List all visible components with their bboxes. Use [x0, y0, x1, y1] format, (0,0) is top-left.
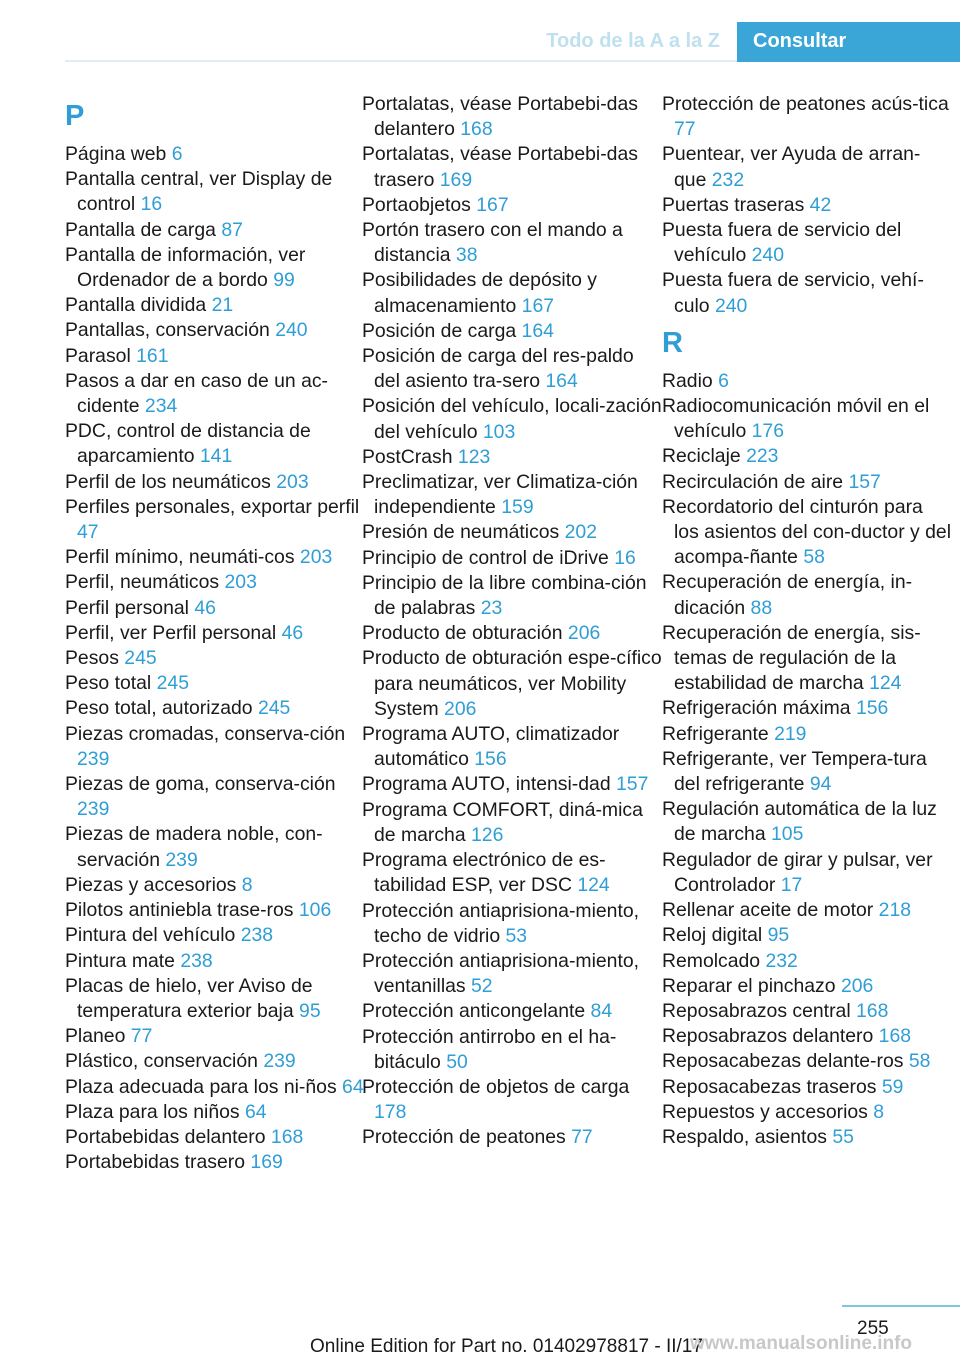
index-entry — [662, 621, 952, 697]
page-link[interactable]: 58 — [803, 546, 825, 569]
index-entry — [362, 1075, 662, 1125]
index-entry — [662, 722, 952, 747]
page-link[interactable]: 168 — [460, 118, 493, 141]
footer-rule — [842, 1305, 960, 1307]
page-link[interactable]: 106 — [298, 899, 332, 922]
page-link[interactable]: 58 — [908, 1050, 931, 1073]
page-link[interactable]: 105 — [771, 823, 804, 846]
page-link[interactable]: 206 — [444, 697, 477, 720]
index-entry — [362, 445, 662, 470]
index-entry-text: Principio de la libre combina‐ción de palabras — [362, 571, 647, 620]
index-entry-text: Portaobjetos — [362, 193, 471, 216]
index-entry-text: Preclimatizar, ver Climatiza‐ción independiente — [362, 471, 638, 519]
index-entry-text: Pantalla dividida — [65, 294, 207, 317]
index-entry-text: Recuperación de energía, sis‐temas de regulación de la estabilidad de marcha — [662, 621, 921, 695]
page-link[interactable]: 169 — [250, 1151, 283, 1174]
index-entry-text: Reciclaje — [662, 445, 741, 468]
index-entry — [65, 671, 365, 696]
index-entry-text: Portabebidas trasero — [65, 1151, 246, 1174]
index-entry — [362, 268, 662, 318]
page-link[interactable]: 239 — [165, 848, 198, 871]
page-link[interactable]: 123 — [457, 445, 491, 468]
index-entry-text: Protección de peatones acús‐tica — [662, 93, 949, 115]
index-entry — [662, 394, 952, 444]
page-link[interactable]: 239 — [263, 1050, 296, 1073]
page-link[interactable]: 87 — [221, 218, 243, 241]
index-column-1 — [65, 92, 365, 1175]
page-link[interactable]: 238 — [240, 924, 274, 947]
index-entry-text: Planeo — [65, 1025, 126, 1048]
index-entry-text: Refrigerante, ver Tempera‐tura del refrigerante — [662, 747, 927, 796]
index-entry-text: Piezas de madera noble, con‐servación — [65, 823, 323, 871]
index-entry — [65, 495, 365, 545]
index-entry-text: Posición de carga — [362, 319, 517, 342]
page-link[interactable]: 178 — [374, 1101, 407, 1124]
watermark: www.manualsonline.info — [690, 1333, 913, 1354]
index-entry — [662, 444, 952, 469]
page-link[interactable]: 6 — [718, 369, 729, 392]
page-link[interactable]: 16 — [614, 546, 636, 569]
index-entry — [65, 596, 365, 621]
index-entry — [65, 142, 365, 167]
index-entry — [65, 898, 365, 923]
index-entry-text: Posibilidades de depósito y almacenamiento — [362, 269, 597, 317]
index-entry — [65, 974, 365, 1024]
index-entry-text: Pantalla de carga — [65, 218, 216, 241]
index-entry-text: Perfil mínimo, neumáti‐cos — [65, 546, 295, 569]
index-entry-text: Refrigeración máxima — [662, 697, 851, 720]
index-entry — [662, 999, 952, 1024]
page-link[interactable]: 240 — [275, 319, 308, 342]
index-entry-text: Principio de control de iDrive — [362, 546, 609, 569]
page-link[interactable]: 245 — [124, 647, 157, 670]
page-link[interactable]: 99 — [273, 269, 295, 292]
page-link[interactable]: 156 — [474, 748, 507, 771]
page-link[interactable]: 16 — [140, 193, 163, 216]
index-entry-text: Peso total, autorizado — [65, 697, 253, 720]
index-entry — [65, 218, 365, 243]
page-link[interactable]: 238 — [180, 949, 213, 972]
index-entry-text: Reposabrazos central — [662, 999, 851, 1022]
index-entry — [662, 848, 952, 898]
index-entry — [662, 268, 952, 318]
index-entry-text: Protección anticongelante — [362, 1000, 586, 1023]
page-number: 255 — [857, 1318, 889, 1339]
index-entry — [362, 470, 662, 520]
page-link[interactable]: 47 — [77, 521, 99, 544]
index-entry — [662, 142, 952, 192]
index-entry — [662, 974, 952, 999]
page-link[interactable]: 38 — [455, 244, 478, 267]
tab-consultar[interactable]: Consultar — [737, 22, 960, 62]
index-entry — [662, 1024, 952, 1049]
index-entry-text: Piezas y accesorios — [65, 873, 237, 896]
index-entry-text: Perfiles personales, exportar perfil — [65, 495, 360, 518]
index-entry-text: Producto de obturación espe‐cífico para neumáticos, ver Mobility System — [362, 647, 662, 720]
index-letter-heading: P — [65, 100, 85, 132]
section-title: Todo de la A a la Z — [546, 30, 720, 52]
index-entry — [662, 193, 952, 218]
index-entry — [362, 899, 662, 949]
index-entry — [362, 621, 662, 646]
index-entry-text: Portón trasero con el mando a distancia — [362, 219, 623, 267]
page-link[interactable]: 55 — [832, 1125, 854, 1148]
page-link[interactable]: 168 — [270, 1125, 304, 1148]
index-entry — [362, 772, 662, 797]
index-column-3 — [662, 92, 952, 1150]
index-entry-text: Reloj digital — [662, 924, 763, 947]
page-link[interactable]: 23 — [480, 597, 503, 620]
index-entry-text: Reposacabezas traseros — [662, 1075, 877, 1098]
index-entry — [362, 319, 662, 344]
index-entry-text: Refrigerante — [662, 722, 769, 745]
index-entry — [662, 696, 952, 721]
index-entry — [65, 621, 365, 646]
index-entry-text: Protección antirrobo en el ha‐bitáculo — [362, 1025, 617, 1073]
index-entry-text: Reposabrazos delantero — [662, 1025, 874, 1048]
page-link[interactable]: 206 — [567, 622, 601, 645]
index-entry — [65, 772, 365, 822]
index-entry-text: Respaldo, asientos — [662, 1125, 827, 1148]
page-link[interactable]: 46 — [194, 596, 216, 619]
page-link[interactable]: 64 — [342, 1075, 364, 1098]
index-entry — [65, 293, 365, 318]
index-entry-text: Programa AUTO, climatizador automático — [362, 723, 620, 771]
index-entry-text: Pantalla de información, ver Ordenador de a bordo — [65, 243, 306, 292]
index-entry-text: Página web — [65, 143, 167, 165]
index-entry — [362, 394, 662, 444]
page-link[interactable]: 240 — [714, 294, 748, 317]
index-entry — [65, 1150, 365, 1175]
index-entry-text: Pesos — [65, 647, 119, 670]
index-entry — [362, 999, 662, 1024]
page-link[interactable]: 46 — [281, 621, 304, 644]
index-entry — [65, 570, 365, 595]
index-entry-text: Puentear, ver Ayuda de arran‐que — [662, 143, 921, 191]
page-link[interactable]: 95 — [767, 924, 790, 947]
index-entry — [662, 1075, 952, 1100]
index-entry-text: Puesta fuera de servicio del vehículo — [662, 219, 902, 267]
index-entry-text: Regulador de girar y pulsar, ver Controlador — [662, 848, 933, 896]
index-entry-text: Piezas cromadas, conserva‐ción — [65, 722, 346, 745]
index-entry-text: PDC, control de distancia de aparcamiento — [65, 420, 311, 468]
index-entry — [362, 520, 662, 545]
page-link[interactable]: 103 — [482, 420, 516, 443]
index-entry-text: Portabebidas delantero — [65, 1125, 266, 1148]
index-entry-text: Recordatorio del cinturón para los asientos del con‐ductor y del acompa‐ñante — [662, 495, 952, 569]
page-link[interactable]: 53 — [505, 924, 528, 947]
index-entry — [362, 92, 662, 142]
index-column-2 — [362, 92, 662, 1151]
index-entry — [362, 798, 662, 848]
index-entry-text: Radiocomunicación móvil en el vehículo — [662, 395, 930, 443]
page-link[interactable]: 50 — [446, 1050, 468, 1073]
index-entry — [65, 873, 365, 898]
page-link[interactable]: 157 — [616, 773, 649, 796]
index-entry — [662, 1100, 952, 1125]
index-entry-text: Presión de neumáticos — [362, 521, 560, 544]
index-entry — [362, 546, 662, 571]
page-link[interactable]: 42 — [809, 193, 832, 216]
index-entry-text: Perfil personal — [65, 596, 189, 619]
index-entry-text: Puesta fuera de servicio, vehí‐culo — [662, 269, 924, 317]
page-link[interactable]: 234 — [144, 395, 178, 418]
index-entry-text: Regulación automática de la luz de marcha — [662, 798, 937, 846]
index-entry — [65, 167, 365, 217]
page-link[interactable]: 219 — [774, 722, 807, 745]
page-link[interactable]: 161 — [136, 344, 169, 367]
page-link[interactable]: 164 — [521, 319, 554, 342]
page-link[interactable]: 94 — [809, 773, 832, 796]
page-link[interactable]: 176 — [751, 420, 784, 443]
page-link[interactable]: 245 — [156, 672, 189, 695]
index-entry-text: Remolcado — [662, 949, 761, 972]
page-link[interactable]: 232 — [711, 168, 745, 191]
index-entry-text: Recirculación de aire — [662, 470, 844, 493]
index-entry — [65, 822, 365, 872]
index-entry-text: Piezas de goma, conserva‐ción — [65, 773, 336, 796]
page-link[interactable]: 8 — [241, 873, 253, 896]
page-link[interactable]: 168 — [856, 999, 889, 1022]
index-entry — [65, 419, 365, 469]
index-entry — [662, 797, 952, 847]
index-entry-text: Pintura del vehículo — [65, 924, 236, 947]
index-entry-text: Protección antiaprisiona‐miento, ventanillas — [362, 949, 639, 998]
index-entry — [662, 495, 952, 571]
index-entry — [362, 1025, 662, 1075]
index-letter-heading: R — [662, 326, 683, 359]
index-entry-text: Protección antiaprisiona‐miento, techo de vidrio — [362, 899, 639, 947]
index-entry — [65, 369, 365, 419]
index-entry — [65, 923, 365, 948]
page-link[interactable]: 52 — [471, 975, 493, 998]
index-entry — [662, 92, 952, 142]
index-entry — [662, 1049, 952, 1074]
page-link[interactable]: 64 — [245, 1100, 267, 1123]
index-entry — [362, 571, 662, 621]
index-entry-text: Posición del vehículo, locali‐zación del vehículo — [362, 395, 662, 443]
index-entry-text: Repuestos y accesorios — [662, 1100, 868, 1123]
index-entry — [65, 470, 365, 495]
page-link[interactable]: 88 — [750, 596, 773, 619]
page-link[interactable]: 124 — [869, 672, 902, 695]
index-entry — [362, 722, 662, 772]
index-entry — [362, 949, 662, 999]
index-entry — [65, 318, 365, 343]
page-link[interactable]: 206 — [840, 974, 874, 997]
page-link[interactable]: 21 — [211, 294, 234, 317]
index-entry-text: Plástico, conservación — [65, 1050, 258, 1073]
index-entry — [362, 344, 662, 394]
page-link[interactable]: 223 — [746, 445, 779, 468]
page-link[interactable]: 124 — [577, 874, 610, 897]
index-entry-text: Programa electrónico de es‐tabilidad ESP, ver DSC — [362, 849, 606, 897]
index-entry-text: Protección de objetos de carga — [362, 1075, 630, 1098]
index-entry-text: Perfil, ver Perfil personal — [65, 621, 277, 644]
index-entry — [662, 949, 952, 974]
page-link[interactable]: 203 — [276, 470, 309, 493]
index-entry-text: Portalatas, véase Portabebi‐das delantero — [362, 93, 638, 141]
page-link[interactable]: 77 — [674, 118, 696, 141]
index-entry — [662, 923, 952, 948]
index-entry — [662, 747, 952, 797]
page-link[interactable]: 239 — [77, 798, 110, 821]
page-link[interactable]: 203 — [224, 571, 257, 594]
index-entry — [65, 1024, 365, 1049]
index-entry-text: Placas de hielo, ver Aviso de temperatura exterior baja — [65, 974, 313, 1022]
page-link[interactable]: 167 — [521, 294, 555, 317]
index-entry — [65, 243, 365, 293]
index-entry-text: Posición de carga del res‐paldo del asiento tra‐sero — [362, 345, 634, 393]
page-link[interactable]: 8 — [873, 1100, 885, 1123]
index-entry — [65, 949, 365, 974]
page-link[interactable]: 164 — [545, 370, 578, 393]
page-link[interactable]: 95 — [299, 999, 321, 1022]
page-link[interactable]: 245 — [257, 697, 291, 720]
index-entry-text: Reposacabezas delante‐ros — [662, 1050, 904, 1073]
index-entry-text: Recuperación de energía, in‐dicación — [662, 571, 913, 619]
page-link[interactable]: 159 — [501, 496, 534, 519]
page-link[interactable]: 169 — [439, 168, 473, 191]
page-link[interactable]: 6 — [171, 143, 183, 165]
index-entry-text: Portalatas, véase Portabebi‐das trasero — [362, 143, 638, 191]
index-entry — [65, 696, 365, 721]
index-entry — [65, 722, 365, 772]
page-link[interactable]: 203 — [299, 546, 333, 569]
index-entry — [362, 848, 662, 898]
index-entry-text: Programa COMFORT, diná‐mica de marcha — [362, 798, 643, 846]
index-entry — [662, 898, 952, 923]
index-entry-text: Puertas traseras — [662, 193, 805, 216]
page-link[interactable]: 232 — [765, 949, 798, 972]
index-entry-text: Rellenar aceite de motor — [662, 899, 874, 922]
index-entry — [662, 470, 952, 495]
page-link[interactable]: 167 — [476, 193, 509, 216]
page-link[interactable]: 202 — [564, 521, 597, 544]
index-entry-text: Pintura mate — [65, 949, 175, 972]
page-link[interactable]: 240 — [751, 244, 784, 267]
index-entry-text: Parasol — [65, 344, 131, 367]
index-entry-text: Reparar el pinchazo — [662, 974, 836, 997]
page-link[interactable]: 156 — [855, 697, 889, 720]
page-link[interactable]: 77 — [130, 1025, 153, 1048]
index-entry — [662, 369, 952, 394]
index-entry — [362, 142, 662, 192]
index-entry — [362, 1125, 662, 1150]
index-entry-text: Pasos a dar en caso de un ac‐cidente — [65, 369, 329, 418]
page-link[interactable]: 126 — [471, 823, 504, 846]
index-entry — [65, 1049, 365, 1074]
page-link[interactable]: 157 — [848, 470, 881, 493]
index-entry-text: Radio — [662, 369, 713, 392]
index-entry-text: Peso total — [65, 672, 152, 695]
index-entry — [362, 193, 662, 218]
index-entry-text: Plaza adecuada para los ni‐ños — [65, 1075, 337, 1098]
index-entry — [65, 1100, 365, 1125]
page-link[interactable]: 77 — [571, 1126, 593, 1149]
index-entry-text: Perfil, neumáticos — [65, 571, 220, 594]
index-entry — [65, 344, 365, 369]
index-entry-text: Producto de obturación — [362, 622, 563, 645]
index-entry — [65, 1075, 365, 1100]
footer-text: Online Edition for Part no. 01402978817 - II/17 — [310, 1336, 703, 1357]
index-entry — [65, 646, 365, 671]
index-entry-text: PostCrash — [362, 445, 453, 468]
index-entry-text: Pantalla central, ver Display de control — [65, 168, 333, 216]
page-link[interactable]: 17 — [780, 873, 803, 896]
page-link[interactable]: 84 — [590, 1000, 613, 1023]
page-link[interactable]: 59 — [881, 1075, 904, 1098]
index-entry — [662, 570, 952, 620]
page-link[interactable]: 239 — [77, 747, 110, 770]
index-entry-text: Pilotos antiniebla trase‐ros — [65, 899, 294, 922]
page-link[interactable]: 168 — [878, 1025, 912, 1048]
index-entry — [65, 545, 365, 570]
index-entry — [662, 218, 952, 268]
index-entry-text: Pantallas, conservación — [65, 319, 270, 342]
index-entry — [362, 218, 662, 268]
index-entry — [362, 646, 662, 722]
index-entry-text: Plaza para los niños — [65, 1100, 240, 1123]
index-entry-text: Perfil de los neumáticos — [65, 470, 271, 493]
index-entry-text: Programa AUTO, intensi‐dad — [362, 773, 611, 796]
page-link[interactable]: 218 — [878, 899, 912, 922]
index-entry — [65, 1125, 365, 1150]
index-entry-text: Protección de peatones — [362, 1126, 566, 1149]
page-link[interactable]: 141 — [199, 445, 233, 468]
index-entry — [662, 1125, 952, 1150]
